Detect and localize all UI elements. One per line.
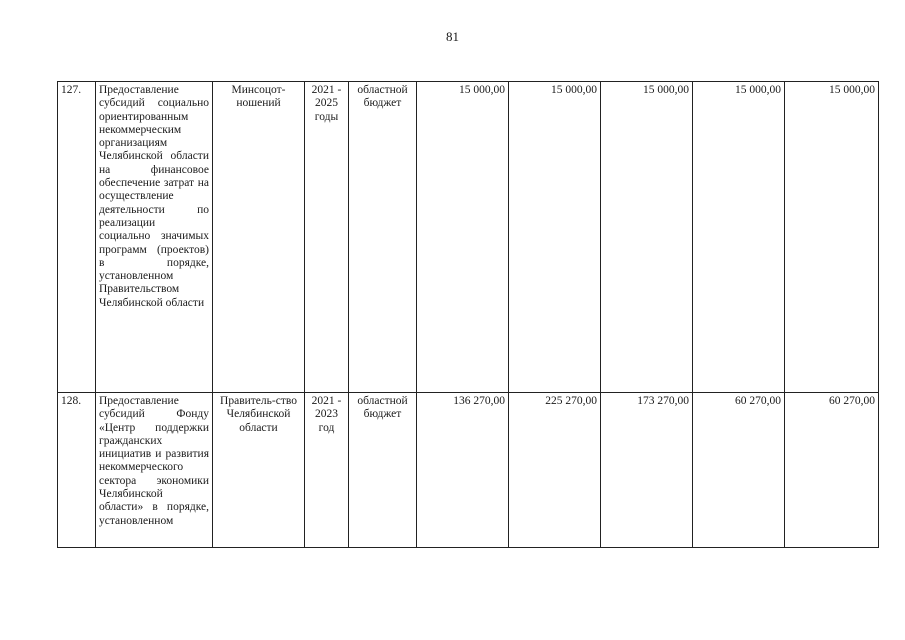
row-amount: 15 000,00: [509, 82, 601, 393]
row-amount: 15 000,00: [693, 82, 785, 393]
row-amount: 60 270,00: [785, 393, 879, 548]
row-index: 127.: [58, 82, 96, 393]
row-description: Предоставление субсидий социально ориентированным некоммерческим организациям Челябинской области на финансовое обеспечение затрат на осуществление деятельности по реализации социально значимых программ (проектов) в порядке, установленном Правительством Челябинской области: [96, 82, 213, 393]
row-amount: 136 270,00: [417, 393, 509, 548]
row-index: 128.: [58, 393, 96, 548]
row-description: Предоставление субсидий Фонду «Центр поддержки гражданских инициатив и развития некоммерческого сектора экономики Челябинской области» в порядке, установленном: [96, 393, 213, 548]
row-period: 2021 - 2025 годы: [305, 82, 349, 393]
row-amount: 15 000,00: [417, 82, 509, 393]
row-amount: 225 270,00: [509, 393, 601, 548]
table-row: [58, 82, 879, 393]
row-executor: Минсоцот-ношений: [213, 82, 305, 393]
row-source: областной бюджет: [349, 82, 417, 393]
row-amount: 15 000,00: [601, 82, 693, 393]
table-row: [58, 393, 879, 548]
row-executor: Правитель-ство Челябинской области: [213, 393, 305, 548]
page-number: 81: [446, 29, 459, 44]
budget-table: [57, 81, 879, 548]
row-amount: 173 270,00: [601, 393, 693, 548]
row-source: областной бюджет: [349, 393, 417, 548]
row-amount: 15 000,00: [785, 82, 879, 393]
row-period: 2021 - 2023 год: [305, 393, 349, 548]
row-amount: 60 270,00: [693, 393, 785, 548]
